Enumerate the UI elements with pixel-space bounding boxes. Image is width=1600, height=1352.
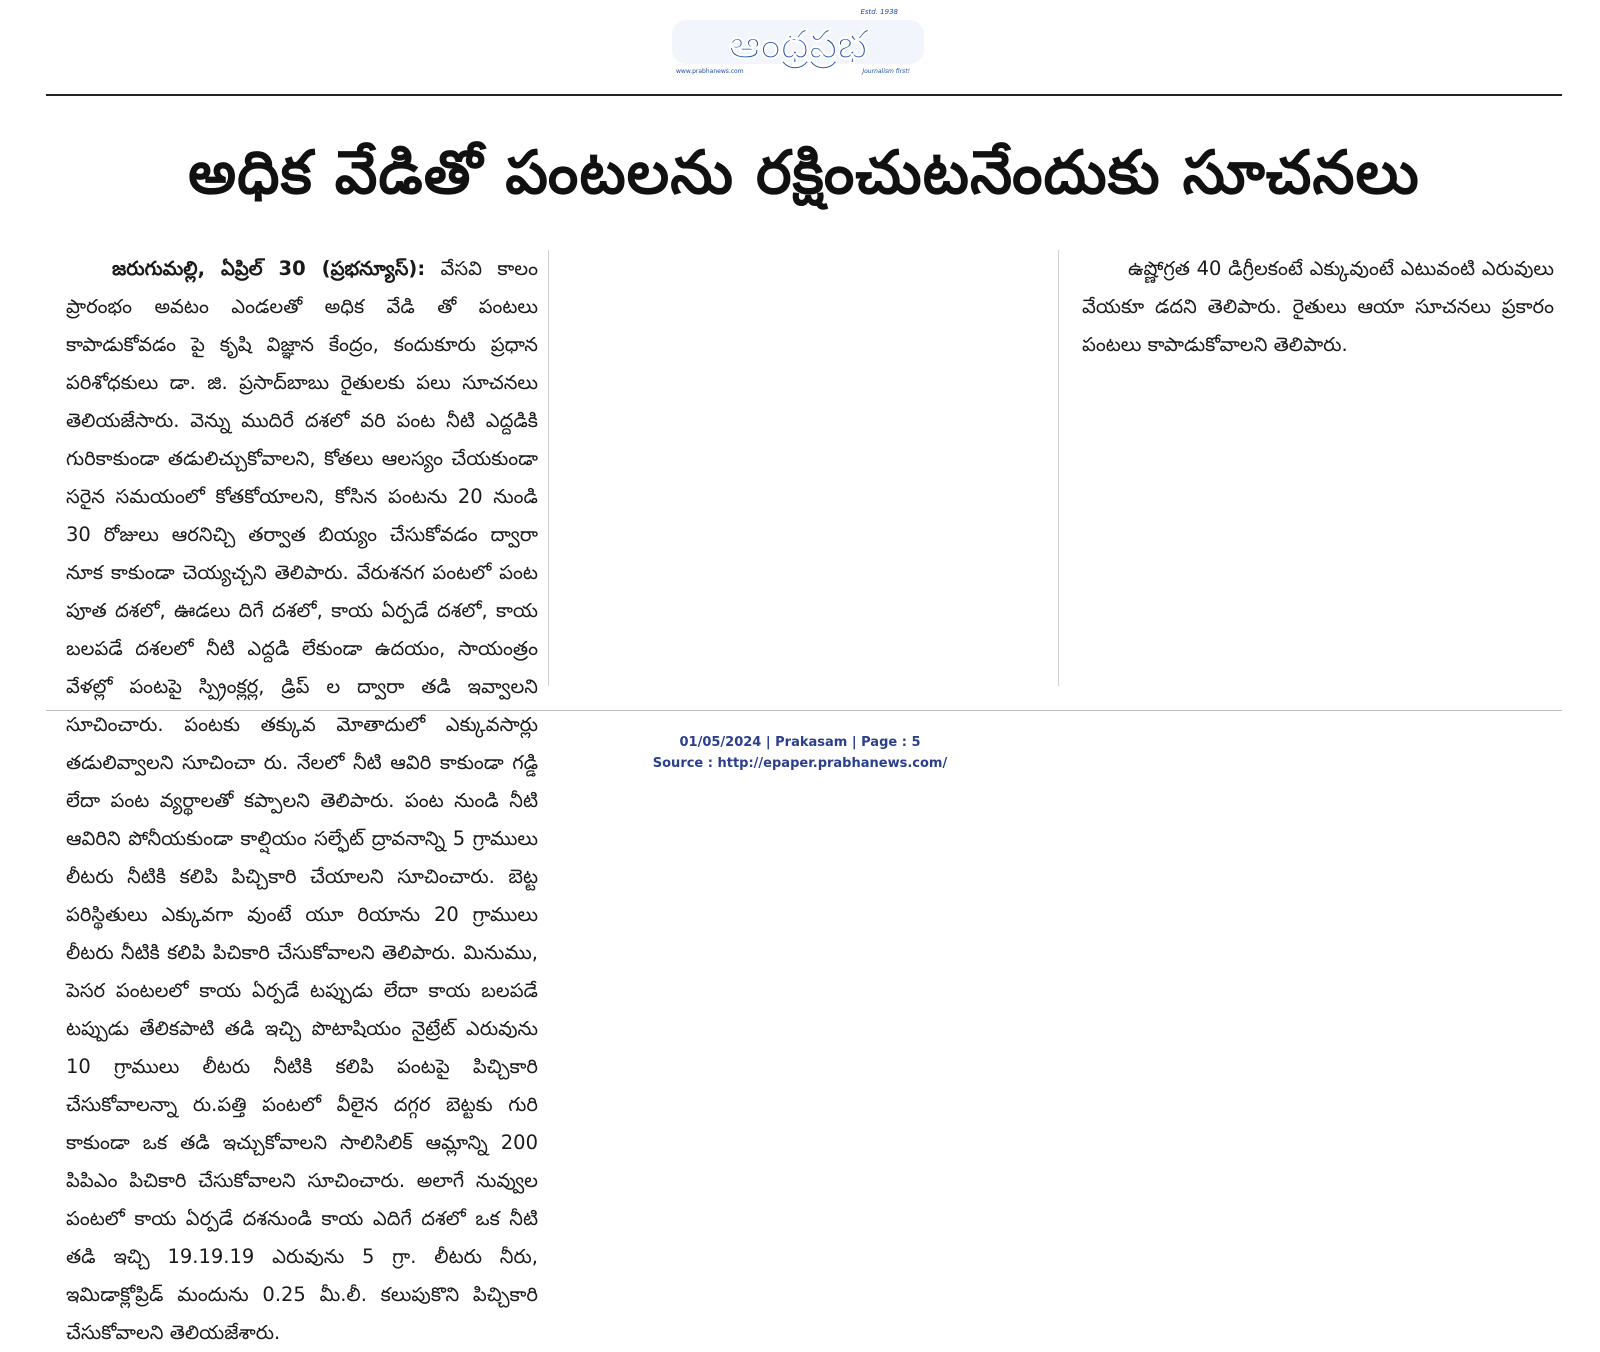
masthead-divider <box>46 94 1562 96</box>
logo-tagline: Journalism first! <box>862 68 910 75</box>
article-paragraph-1-text: వేసవి కాలం ప్రారంభం అవటం ఎండలతో అధిక వేడి తో పంటలు కాపాడుకోవడం పై కృషి విజ్ఞాన కేంద్రం, కందుకూరు ప్రధాన పరిశోధకులు డా. జి. ప్రసాద్‌బాబు రైతులకు పలు సూచనలు తెలియజేసారు. వెన్ను ముదిరే దశలో వరి పంట నీటి ఎద్దడికి గురికాకుండా తడులిచ్చుకోవాలని, కోతలు ఆలస్యం చేయకుండా సరైన సమయంలో కోతకోయాలని, కోసిన పంటను 20 నుండి 30 రోజులు ఆరనిచ్చి తర్వాత బియ్యం చేసుకోవడం ద్వారా నూక కాకుండా చెయ్యచ్చని తెలిపారు. వేరుశనగ పంటలో పంట పూత దశలో, ఊడలు దిగే దశలో, కాయ ఏర్పడే దశలో, కాయ బలపడే దశలలో నీటి ఎద్దడి లేకుండా ఉదయం, సాయంత్రం వేళల్లో పంటపై స్ప్రింక్లర్ల, డ్రిప్ ల ద్వారా తడి ఇవ్వాలని సూచించారు. పంటకు తక్కువ మోతాదులో ఎక్కువసార్లు తడులివ్వాలని సూచించా రు. నేలలో నీటి ఆవిరి కాకుండా గడ్డి లేదా పంట వ్యర్థాలతో కప్పాలని తెలిపారు. పంట నుండి నీటి ఆవిరిని పోనీయకుండా కాల్షియం సల్ఫేట్ ద్రావనాన్ని 5 గ్రాములు లీటరు నీటికి కలిపి పిచ్చికారి చేయాలని సూచించారు. బెట్ట పరిస్థితులు ఎక్కువగా వుంటే యూ రియాను 20 గ్రాములు లీటరు నీటికి కలిపి పిచికారి చేసుకోవాలని తెలిపారు. మినుము, పెసర పంటలలో కాయ ఏర్పడే టప్పుడు లేదా కాయ బలపడే టప్పుడు తేలికపాటి తడి ఇచ్చి పొటాషియం నైట్రేట్ ఎరువును 10 గ్రాములు లీటరు నీటికి కలిపి పంటపై పిచ్చికారి చేసుకోవాలన్నా రు.పత్తి పంటలో వీలైన దగ్గర బెట్టకు గురి కాకుండా ఒక తడి ఇచ్చుకోవాలని సాలిసిలిక్ ఆమ్లాన్ని 200 పిపిఎం పిచికారి చేసుకోవాలని సూచించారు. అలాగే నువ్వుల పంటలో కాయ ఏర్పడే దశనుండి కాయ ఎదిగే దశలో ఒక నీటి తడి ఇచ్చి 19.19.19 ఎరువును 5 గ్రా. లీటరు నీరు, ఇమిడాక్లోప్రిడ్ మందును 0.25 మీ.లీ. కలుపుకొని పిచ్చికారి చేసుకోవాలని తెలియజేశారు. <box>66 257 538 1344</box>
logo-established: Estd. 1938 <box>860 8 898 16</box>
logo-website: www.prabhanews.com <box>676 68 744 75</box>
article-column-1 <box>66 250 538 1344</box>
logo-wordmark: ఆంధ్రప్రభ <box>728 22 868 68</box>
newspaper-logo <box>672 4 924 76</box>
logo-graphic <box>672 4 924 76</box>
footer-divider <box>46 710 1562 711</box>
article-dateline: జరుగుమల్లి, ఏప్రిల్ 30 (ప్రభన్యూస్): <box>112 257 426 280</box>
column-divider <box>548 250 549 686</box>
page-footer <box>0 732 1600 774</box>
article-column-2 <box>572 250 1044 686</box>
article-paragraph-1 <box>66 250 538 1352</box>
source-info: Source : http://epaper.prabhanews.com/ <box>652 756 948 771</box>
masthead <box>0 0 1600 92</box>
column-divider <box>1058 250 1059 686</box>
article-paragraph-2: ఉష్ణోగ్రత 40 డిగ్రీలకంటే ఎక్కువుంటే ఎటువంటి ఎరువులు వేయకూ డదని తెలిపారు. రైతులు ఆయా సూచనలు ప్రకారం పంటలు కాపాడుకోవాలని తెలిపారు. <box>1082 257 1554 356</box>
article-column-3 <box>1082 250 1554 686</box>
edition-info: 01/05/2024 | Prakasam | Page : 5 <box>679 735 921 750</box>
article-headline: అధిక వేడితో పంటలను రక్షించుటనేందుకు సూచనలు <box>188 138 1420 208</box>
